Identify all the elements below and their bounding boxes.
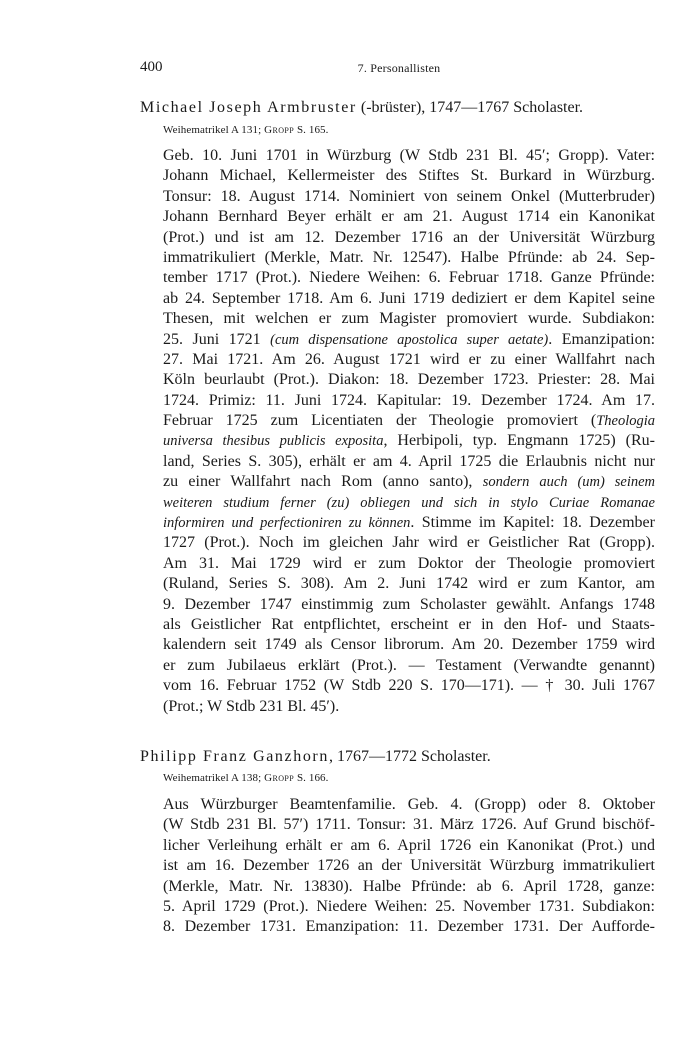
entry-heading — [140, 99, 670, 117]
text-line: 1727 (Prot.). Noch im gleichen Jahr wird er Geistlicher Rat (Gropp). — [163, 534, 655, 552]
running-head: 7. Personallisten — [357, 61, 441, 75]
page-header — [140, 59, 658, 79]
source-reference: Weihematrikel A 138; Gropp S. 166. — [163, 772, 329, 784]
entry-title: , 1767—1772 Scholaster. — [328, 748, 491, 765]
text-line: informiren und perfectioniren zu können. Stimme im Kapitel: 18. Dezember — [163, 514, 655, 532]
text-line: (Prot.) und ist am 12. Dezember 1716 an der Universität Würzburg — [163, 228, 655, 246]
entry-name: Philipp Franz Ganzhorn — [140, 748, 329, 765]
text-line: ist am 16. Dezember 1726 an der Universität Würzburg immatrikuliert — [163, 857, 655, 875]
entry-body — [163, 795, 655, 938]
text-line: kalendern seit 1749 als Censor librorum. Am 20. Dezember 1759 wird — [163, 636, 655, 654]
text-line: Tonsur: 18. August 1714. Nominiert von seinem Onkel (Mutterbruder) — [163, 187, 655, 205]
text-line: Am 31. Mai 1729 wird er zum Doktor der Theologie promoviert — [163, 554, 655, 572]
text-line: Februar 1725 zum Licentiaten der Theologie promoviert (Theologia — [163, 412, 655, 430]
entry-heading — [140, 748, 670, 766]
text-line: universa thesibus publicis exposita, Herbipoli, typ. Engmann 1725) (Ru- — [163, 432, 655, 450]
entry-name: Michael Joseph Armbruster — [140, 99, 357, 116]
text-line: Johann Michael, Kellermeister des Stiftes St. Burkard in Würzburg. — [163, 167, 655, 185]
text-line: land, Series S. 305), erhält er am 4. April 1725 die Erlaubnis nicht nur — [163, 452, 655, 470]
text-line: (Ruland, Series S. 308). Am 2. Juni 1742 wird er zum Kantor, am — [163, 575, 655, 593]
text-line: 9. Dezember 1747 einstimmig zum Scholaster gewählt. Anfangs 1748 — [163, 595, 655, 613]
text-line: 8. Dezember 1731. Emanzipation: 11. Dezember 1731. Der Aufforde- — [163, 918, 655, 936]
text-line: ab 24. September 1718. Am 6. Juni 1719 dediziert er dem Kapitel seine — [163, 289, 655, 307]
entry-body — [163, 146, 655, 717]
entry-title: (-brüster), 1747—1767 Scholaster. — [356, 99, 584, 116]
text-line: immatrikuliert (Merkle, Matr. Nr. 12547). Halbe Pfründe: ab 24. Sep- — [163, 248, 655, 266]
text-line: (Merkle, Matr. Nr. 13830). Halbe Pfründe: ab 6. April 1728, ganze: — [163, 877, 655, 895]
page-number: 400 — [140, 59, 163, 75]
text-line: vom 16. Februar 1752 (W Stdb 220 S. 170—171). — † 30. Juli 1767 — [163, 677, 655, 695]
text-line: licher Verleihung erhält er am 6. April 1726 ein Kanonikat (Prot.) und — [163, 836, 655, 854]
text-line: (W Stdb 231 Bl. 57′) 1711. Tonsur: 31. März 1726. Auf Grund bischöf- — [163, 816, 655, 834]
text-line: (Prot.; W Stdb 231 Bl. 45′). — [163, 697, 340, 715]
text-line: tember 1717 (Prot.). Niedere Weihen: 6. Februar 1718. Ganze Pfründe: — [163, 269, 655, 287]
text-line: 25. Juni 1721 (cum dispensatione apostolica super aetate). Emanzipation: — [163, 330, 656, 348]
text-line: 5. April 1729 (Prot.). Niedere Weihen: 25. November 1731. Subdiakon: — [163, 897, 655, 915]
text-line: er zum Jubilaeus erklärt (Prot.). — Testament (Verwandte genannt) — [163, 656, 655, 674]
source-reference: Weihematrikel A 131; Gropp S. 165. — [163, 124, 329, 136]
text-line: weiteren studium ferner (zu) obliegen und sich in stylo Curiae Romanae — [163, 494, 655, 511]
text-line: Aus Würzburger Beamtenfamilie. Geb. 4. (Gropp) oder 8. Oktober — [163, 796, 655, 813]
text-line: 1724. Primiz: 11. Juni 1724. Kapitular: 19. Dezember 1724. Am 17. — [163, 391, 655, 409]
text-line: Thesen, mit welchen er zum Magister promoviert wurde. Subdiakon: — [163, 310, 655, 328]
text-line: Johann Bernhard Beyer erhält er am 21. August 1714 ein Kanonikat — [163, 208, 655, 226]
text-line: zu einer Wallfahrt nach Rom (anno santo), sondern auch (um) seinem — [163, 473, 656, 491]
text-line: als Geistlicher Rat entpflichtet, erscheint er in den Hof- und Staats- — [163, 615, 655, 633]
text-line: Köln beurlaubt (Prot.). Diakon: 18. Dezember 1723. Priester: 28. Mai — [163, 371, 655, 389]
text-line: 27. Mai 1721. Am 26. August 1721 wird er zu einer Wallfahrt nach — [163, 350, 655, 368]
text-line: Geb. 10. Juni 1701 in Würzburg (W Stdb 231 Bl. 45′; Gropp). Vater: — [163, 147, 655, 164]
